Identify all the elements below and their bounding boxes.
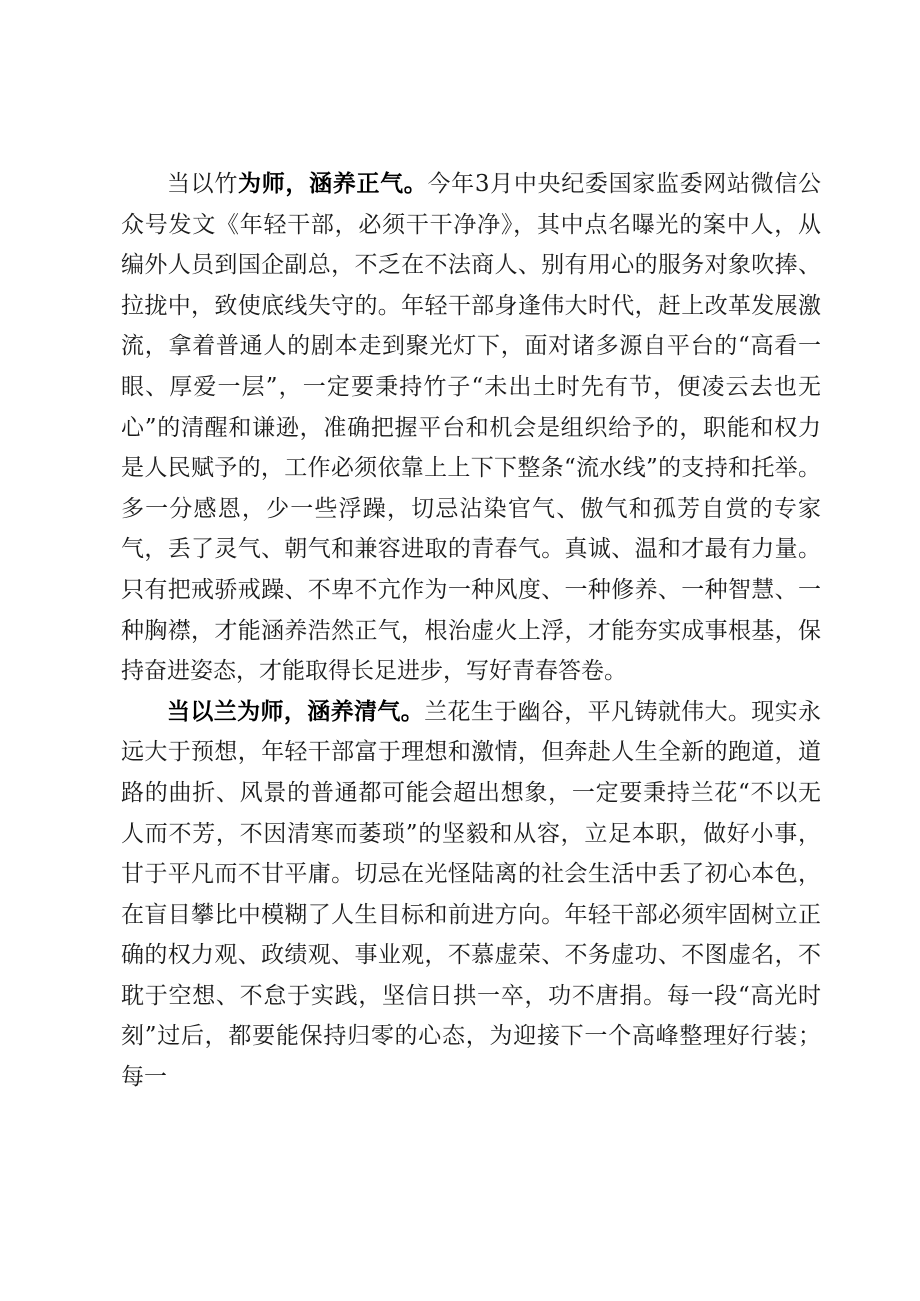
paragraph-heading-prefix: 当以竹 <box>167 171 239 197</box>
paragraph-heading: 为师，涵养正气。 <box>238 170 428 197</box>
paragraph-heading: 当以兰为师，涵养清气。 <box>167 697 425 725</box>
document-body <box>121 164 821 1098</box>
paragraph-text: 今年3月中央纪委国家监委网站微信公众号发文《年轻干部，必须干干净净》，其中点名曝光的案中人，从编外人员到国企副总，不乏在不法商人、别有用心的服务对象吹捧、拉拢中，致使底线失守的。年轻干部身逢伟大时代，赶上改革发展激流，拿着普通人的剧本走到聚光灯下，面对诸多源自平台的“高看一眼、厚爱一层”，一定要秉持竹子“未出土时先有节，便凌云去也无心”的清醒和谦逊，准确把握平台和机会是组织给予的，职能和权力是人民赋予的，工作必须依靠上上下下整条“流水线”的支持和托举。多一分感恩，少一些浮躁，切忌沾染官气、傲气和孤芳自赏的专家气，丢了灵气、朝气和兼容进取的青春气。真诚、温和才最有力量。只有把戒骄戒躁、不卑不亢作为一种风度、一种修养、一种智慧、一种胸襟，才能涵养浩然正气，根治虚火上浮，才能夯实成事根基，保持奋进姿态，才能取得长足进步，写好青春答卷。 <box>121 171 822 685</box>
paragraph-orchid <box>121 692 821 1098</box>
paragraph-text: 兰花生于幽谷，平凡铸就伟大。现实永远大于预想，年轻干部富于理想和激情，但奔赴人生全新的跑道，道路的曲折、风景的普通都可能会超出想象，一定要秉持兰花“不以无人而不芳，不因清寒而萎琐”的坚毅和从容，立足本职，做好小事，甘于平凡而不甘平庸。切忌在光怪陆离的社会生活中丢了初心本色，在盲目攀比中模糊了人生目标和前进方向。年轻干部必须牢固树立正确的权力观、政绩观、事业观，不慕虚荣、不务虚功、不图虚名，不耽于空想、不怠于实践，坚信日拱一卒，功不唐捐。每一段“高光时刻”过后，都要能保持归零的心态，为迎接下一个高峰整理好行装；每一 <box>121 698 822 1091</box>
paragraph-bamboo <box>121 164 821 692</box>
